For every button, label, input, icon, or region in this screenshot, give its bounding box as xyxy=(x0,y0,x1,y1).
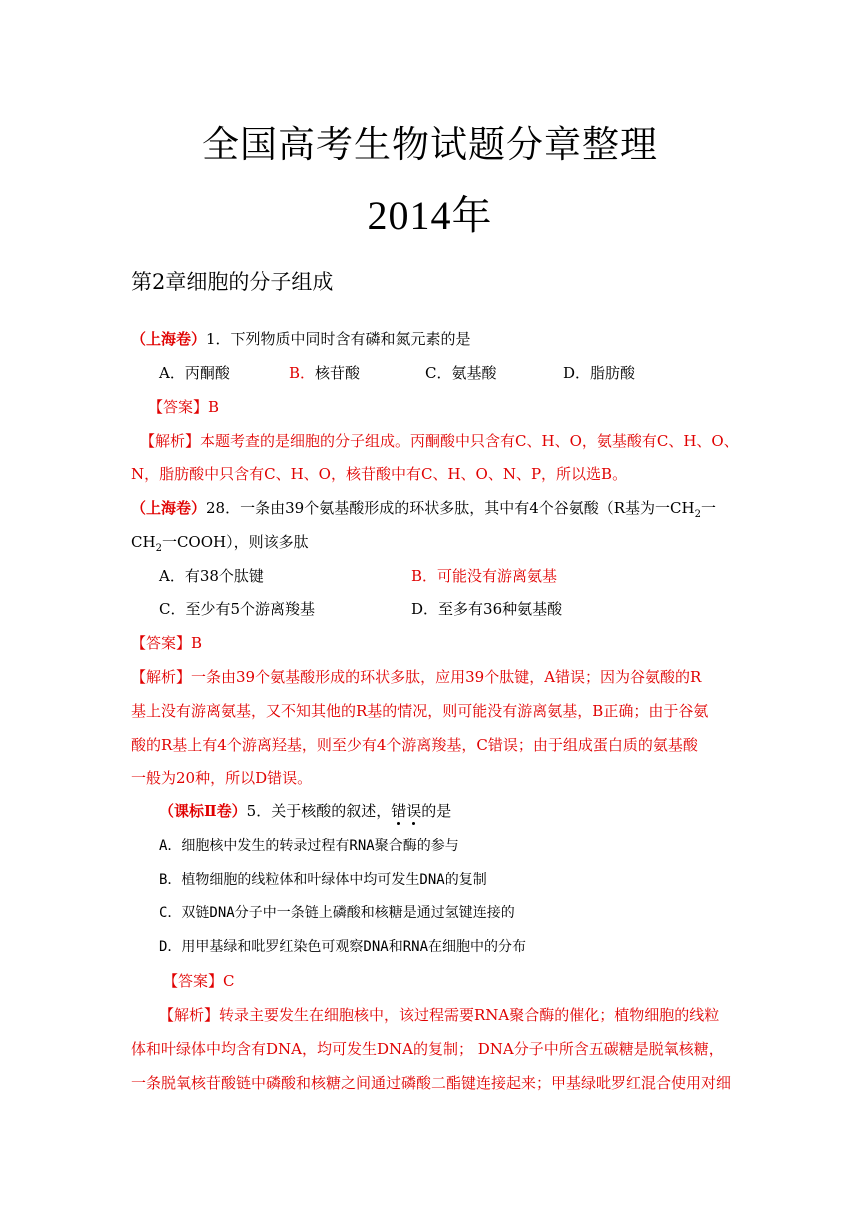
q3-source: （课标Ⅱ卷） xyxy=(159,802,247,820)
q2-stem-dash: 一 xyxy=(700,499,716,517)
q1-stem-line xyxy=(131,329,471,349)
q2-option-a: A．有38个肽键 xyxy=(159,567,264,585)
q3-emphasis-1: 错 xyxy=(391,802,407,820)
q2-subscript-1: 2 xyxy=(694,509,701,520)
q2-source: （上海卷） xyxy=(131,499,207,517)
q3-analysis-line-3: 一条脱氧核苷酸链中磷酸和核糖之间通过磷酸二酯键连接起来；甲基绿吡罗红混合使用对细 xyxy=(131,1074,732,1092)
q2-analysis-line-2: 基上没有游离氨基，又不知其他的R基的情况，则可能没有游离氨基，B正确；由于谷氨 xyxy=(131,702,709,720)
q2-stem-ch: CH xyxy=(131,533,156,551)
q2-answer: 【答案】B xyxy=(131,634,203,652)
chapter-heading: 第2章细胞的分子组成 xyxy=(131,270,334,294)
q3-answer: 【答案】C xyxy=(163,972,235,990)
q1-option-b-letter: B． xyxy=(289,364,316,382)
q2-option-c: C．至少有5个游离羧基 xyxy=(159,600,316,618)
q2-stem-text-1: 28．一条由39个氨基酸形成的环状多肽，其中有4个谷氨酸（R基为一CH xyxy=(206,499,695,517)
q2-stem-line-1 xyxy=(131,498,716,525)
document-year: 2014年 xyxy=(367,193,493,238)
q1-stem: 1．下列物质中同时含有磷和氮元素的是 xyxy=(206,330,471,348)
q1-option-c: C．氨基酸 xyxy=(425,364,497,382)
q2-analysis-line-3: 酸的R基上有4个游离羟基，则至少有4个游离羧基，C错误；由于组成蛋白质的氨基酸 xyxy=(131,736,698,754)
q1-analysis-line-1 xyxy=(140,431,739,451)
q1-analysis-text-1: 本题考查的是细胞的分子组成。丙酮酸中只含有C、H、O，氨基酸有C、H、O、 xyxy=(200,432,739,450)
q1-source: （上海卷） xyxy=(131,330,207,348)
q1-option-a: A．丙酮酸 xyxy=(159,364,230,382)
q3-stem-text: 5．关于核酸的叙述， xyxy=(246,802,392,820)
q1-option-b xyxy=(289,363,425,383)
q2-subscript-2: 2 xyxy=(155,543,162,554)
q2-options-row-2 xyxy=(159,599,562,619)
q2-analysis-label: 【解析】 xyxy=(131,668,192,686)
q3-analysis-line-2: 体和叶绿体中均含有DNA，均可发生DNA的复制； DNA分子中所含五碳糖是脱氧核糖， xyxy=(131,1040,724,1058)
q1-analysis-label: 【解析】 xyxy=(140,432,201,450)
q2-analysis-text-1: 一条由39个氨基酸形成的环状多肽，应用39个肽键，A错误；因为谷氨酸的R xyxy=(191,668,702,686)
q3-option-a: A．细胞核中发生的转录过程有RNA聚合酶的参与 xyxy=(159,838,459,854)
q1-analysis-line-2: N，脂肪酸中只含有C、H、O，核苷酸中有C、H、O、N、P，所以选B。 xyxy=(131,465,628,483)
q2-stem-text-2: 一COOH），则该多肽 xyxy=(161,533,309,551)
q2-options-row-1 xyxy=(159,566,557,586)
document-title: 全国高考生物试题分章整理 xyxy=(202,123,658,166)
q3-stem-tail: 的是 xyxy=(421,802,452,820)
q3-stem-line xyxy=(159,801,451,821)
q3-analysis-line-1 xyxy=(159,1005,719,1025)
q2-stem-line-2 xyxy=(131,532,309,559)
q1-option-b-text: 核苷酸 xyxy=(315,364,361,382)
q2-analysis-line-1 xyxy=(131,667,701,687)
q2-analysis-line-4: 一般为20种，所以D错误。 xyxy=(131,769,313,787)
q3-option-b: B．植物细胞的线粒体和叶绿体中均可发生DNA的复制 xyxy=(159,872,487,888)
q1-answer: 【答案】B xyxy=(148,398,220,416)
q3-option-d: D．用甲基绿和吡罗红染色可观察DNA和RNA在细胞中的分布 xyxy=(159,939,526,955)
q3-analysis-label: 【解析】 xyxy=(159,1006,220,1024)
q3-emphasis-2: 误 xyxy=(406,802,422,820)
q2-option-b: B．可能没有游离氨基 xyxy=(411,567,558,585)
q1-option-d: D．脂肪酸 xyxy=(563,364,636,382)
q2-option-d: D．至多有36种氨基酸 xyxy=(411,600,563,618)
q1-options xyxy=(159,363,635,383)
q3-analysis-text-1: 转录主要发生在细胞核中，该过程需要RNA聚合酶的催化；植物细胞的线粒 xyxy=(219,1006,720,1024)
q3-option-c: C．双链DNA分子中一条链上磷酸和核糖是通过氢键连接的 xyxy=(159,905,515,921)
